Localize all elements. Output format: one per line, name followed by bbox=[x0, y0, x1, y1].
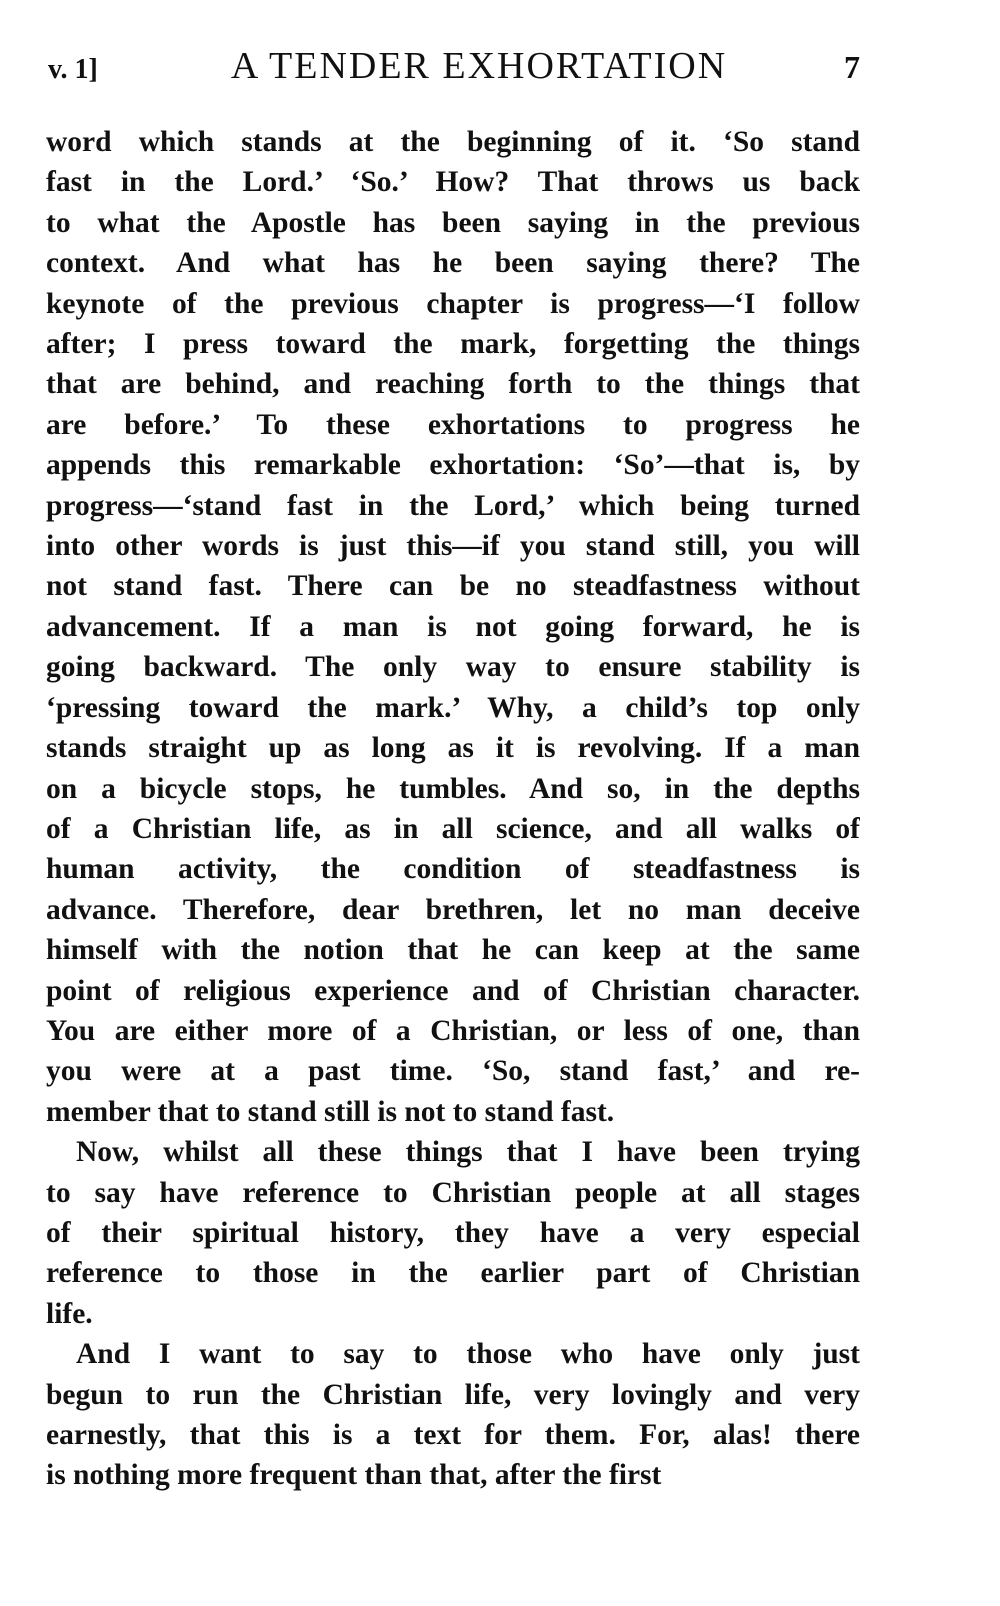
text-line: ‘pressing toward the mark.’ Why, a child’s top only bbox=[46, 691, 860, 724]
text-line: himself with the notion that he can keep at the same bbox=[46, 934, 860, 967]
text-line: reference to those in the earlier part of Christian bbox=[46, 1257, 860, 1290]
text-line: you were at a past time. ‘So, stand fast,’ and re- bbox=[46, 1055, 860, 1088]
section-reference: v. 1] bbox=[48, 54, 98, 85]
text-line: going backward. The only way to ensure stability is bbox=[46, 651, 860, 684]
paragraph-3 bbox=[46, 1334, 860, 1496]
text-line: to say have reference to Christian people at all stages bbox=[46, 1176, 860, 1209]
page-title: A TENDER EXHORTATION bbox=[230, 45, 728, 87]
running-header bbox=[46, 44, 860, 100]
text-line: on a bicycle stops, he tumbles. And so, in the depths bbox=[46, 772, 860, 805]
text-line: keynote of the previous chapter is progress—‘I follow bbox=[46, 287, 860, 320]
text-line: stands straight up as long as it is revolving. If a man bbox=[46, 732, 860, 765]
text-line: life. bbox=[46, 1297, 93, 1330]
text-line: earnestly, that this is a text for them. For, alas! there bbox=[46, 1419, 860, 1451]
paragraph-2 bbox=[46, 1132, 860, 1334]
text-line: context. And what has he been saying there? The bbox=[46, 247, 860, 280]
text-line: point of religious experience and of Christian character. bbox=[46, 974, 860, 1007]
text-line: into other words is just this—if you stand still, you will bbox=[46, 530, 860, 563]
book-page bbox=[46, 44, 860, 1496]
paragraph-1 bbox=[46, 122, 860, 1132]
text-line: not stand fast. There can be no steadfastness without bbox=[46, 570, 860, 603]
text-line: after; I press toward the mark, forgetting the things bbox=[46, 328, 860, 361]
text-line: that are behind, and reaching forth to the things that bbox=[46, 368, 860, 401]
text-line: member that to stand still is not to stand fast. bbox=[46, 1095, 615, 1128]
text-line: of a Christian life, as in all science, and all walks of bbox=[46, 812, 860, 845]
text-line: of their spiritual history, they have a very especial bbox=[46, 1216, 860, 1249]
text-line: progress—‘stand fast in the Lord,’ which being turned bbox=[46, 489, 860, 522]
text-line: You are either more of a Christian, or less of one, than bbox=[46, 1014, 860, 1047]
text-line: human activity, the condition of steadfastness is bbox=[46, 853, 860, 886]
text-line: is nothing more frequent than that, after the first bbox=[46, 1459, 662, 1492]
text-line: word which stands at the beginning of it. ‘So stand bbox=[46, 126, 860, 158]
page-number: 7 bbox=[844, 49, 860, 85]
text-line: appends this remarkable exhortation: ‘So’—that is, by bbox=[46, 449, 860, 482]
text-line: are before.’ To these exhortations to progress he bbox=[46, 408, 860, 441]
text-line: fast in the Lord.’ ‘So.’ How? That throws us back bbox=[46, 166, 860, 199]
text-line: advance. Therefore, dear brethren, let no man deceive bbox=[46, 893, 860, 926]
text-line: begun to run the Christian life, very lovingly and very bbox=[46, 1378, 860, 1411]
text-line: to what the Apostle has been saying in the previous bbox=[46, 206, 860, 239]
text-line: And I want to say to those who have only just bbox=[76, 1338, 860, 1371]
text-line: Now, whilst all these things that I have been trying bbox=[76, 1136, 860, 1169]
text-line: advancement. If a man is not going forward, he is bbox=[46, 610, 860, 643]
